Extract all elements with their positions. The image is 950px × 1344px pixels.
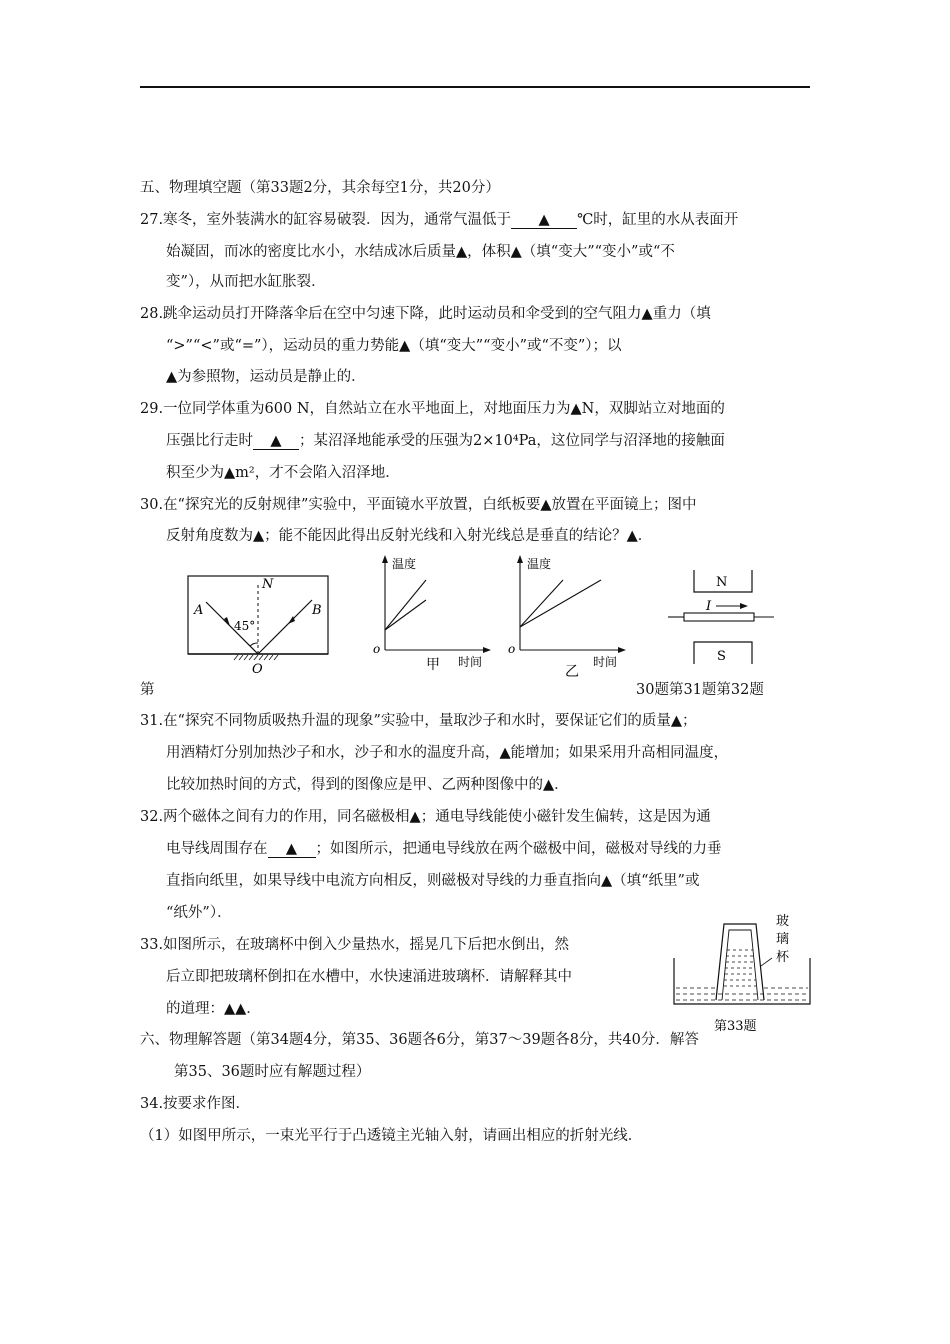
q28-line-3: ▲为参照物，运动员是静止的．	[166, 369, 366, 385]
q32-line-1: 32.两个磁体之间有力的作用，同名磁极相▲；通电导线能使小磁针发生偏转，这是因为通	[140, 809, 711, 825]
q34-part-1: （1）如图甲所示，一束光平行于凸透镜主光轴入射，请画出相应的折射光线．	[140, 1128, 643, 1144]
fig31-yi-x-arrow	[618, 647, 626, 653]
fig31-yi-y-arrow	[517, 555, 523, 563]
fig31-jia-xlabel: 时间	[458, 655, 483, 669]
section-five-title: 五、物理填空题（第33题2分，其余每空1分，共20分）	[140, 180, 500, 196]
fig-captions-30-31-32: 30题第31题第32题	[636, 682, 764, 698]
q32-line-3: 直指向纸里，如果导线中电流方向相反，则磁极对导线的力垂直指向▲（填“纸里”或	[166, 873, 700, 889]
q33-line-1: 33.如图所示，在玻璃杯中倒入少量热水，摇晃几下后把水倒出，然	[140, 937, 570, 953]
fig31-graph-jia	[368, 552, 498, 680]
fig33-label-char-1: 玻	[776, 914, 790, 929]
section-six-note: 第35、36题时应有解题过程）	[174, 1064, 371, 1080]
q28-line-1: 28.跳伞运动员打开降落伞后在空中匀速下降，此时运动员和伞受到的空气阻力▲重力（填	[140, 306, 711, 322]
fig30-label-b: B	[312, 603, 322, 618]
q30-line-2: 反射角度数为▲；能不能因此得出反射光线和入射光线总是垂直的结论？▲．	[166, 528, 653, 544]
q34-title: 34.按要求作图．	[140, 1096, 251, 1112]
q32-line-4: “纸外”）．	[166, 905, 232, 921]
fig31-jia-caption: 甲	[426, 657, 440, 673]
fig31-jia-y-arrow	[382, 555, 388, 563]
q33-line-2: 后立即把玻璃杯倒扣在水槽中，水快速涌进玻璃杯．请解释其中	[166, 969, 572, 985]
fig31-yi-xlabel: 时间	[593, 655, 618, 669]
fig33-label-char-3: 杯	[776, 950, 790, 965]
fig33-tank-water	[676, 988, 808, 1000]
fig30-reflected-arrow	[288, 616, 295, 624]
fig30-angle-label: 45°	[234, 619, 256, 633]
fig32-magnet-diagram	[664, 566, 784, 670]
fig32-wire-segment	[684, 613, 754, 621]
q27-line-3: 变”），从而把水缸胀裂．	[166, 274, 326, 290]
fig31-yi-caption: 乙	[565, 664, 579, 680]
fig31-yi-line-shallow	[520, 580, 601, 627]
fig30-angle-arc	[250, 643, 258, 646]
q29-line-3: 积至少为▲m²，才不会陷入沼泽地．	[166, 465, 400, 481]
q31-line-1: 31.在“探究不同物质吸热升温的现象”实验中，量取沙子和水时，要保证它们的质量▲；	[140, 713, 697, 729]
fig31-yi-origin: o	[508, 642, 516, 656]
fig32-north-label: N	[716, 575, 728, 590]
fig32-current-label: I	[706, 599, 712, 614]
fig33-label-char-2: 璃	[776, 932, 790, 947]
fig30-mirror-hatching	[234, 655, 278, 660]
fig30-caption-prefix: 第	[140, 682, 155, 698]
fig32-south-label: S	[717, 649, 726, 664]
fig33-label-leader	[761, 958, 772, 966]
section-six-title: 六、物理解答题（第34题4分，第35、36题各6分，第37～39题各8分，共40分．解答	[140, 1032, 699, 1048]
fig33-glass-water	[724, 950, 756, 986]
q28-line-2: “>”“<”或“=”），运动员的重力势能▲（填“变大”“变小”或“不变”）；以	[166, 338, 622, 354]
header-rule	[140, 86, 810, 88]
q33-line-3: 的道理：▲▲．	[166, 1001, 261, 1017]
q29-line-1: 29.一位同学体重为600 N，自然站立在水平地面上，对地面压力为▲N，双脚站立对地面的	[140, 401, 725, 417]
q30-line-1: 30.在“探究光的反射规律”实验中，平面镜水平放置，白纸板要▲放置在平面镜上；图中	[140, 497, 697, 513]
q27-blank-1[interactable]: ▲	[511, 212, 577, 229]
q29-line-2: 压强比行走时 ▲ ；某沼泽地能承受的压强为2×10⁴Pa，这位同学与沼泽地的接触面	[166, 433, 725, 449]
fig30-label-o: O	[252, 662, 263, 677]
fig31-jia-x-arrow	[483, 647, 491, 653]
fig30-label-a: A	[194, 603, 204, 618]
q31-line-3: 比较加热时间的方式，得到的图像应是甲、乙两种图像中的▲．	[166, 777, 569, 793]
q29-blank[interactable]: ▲	[253, 433, 299, 450]
fig30-reflection-diagram	[178, 570, 338, 678]
fig33-water-tank	[674, 958, 810, 1004]
fig30-reflected-ray	[258, 600, 312, 654]
fig30-label-n: N	[262, 577, 274, 592]
fig31-graph-yi	[503, 552, 633, 680]
fig31-jia-ylabel: 温度	[392, 557, 417, 571]
q27-line-1: 27.寒冬，室外装满水的缸容易破裂．因为，通常气温低于 ▲ ℃时，缸里的水从表面开	[140, 212, 739, 228]
fig31-jia-origin: o	[373, 642, 381, 656]
fig31-yi-line-steep	[520, 580, 563, 627]
fig33-glass-inner	[722, 930, 758, 1000]
fig32-current-arrow-head	[740, 603, 748, 609]
q32-blank[interactable]: ▲	[268, 841, 316, 858]
q31-line-2: 用酒精灯分别加热沙子和水，沙子和水的温度升高，▲能增加；如果采用升高相同温度，	[166, 745, 729, 761]
fig33-caption: 第33题	[714, 1019, 757, 1034]
q27-line-2: 始凝固，而冰的密度比水小，水结成冰后质量▲，体积▲（填“变大”“变小”或“不	[166, 244, 675, 260]
fig31-yi-ylabel: 温度	[527, 557, 552, 571]
fig33-glass-diagram	[668, 908, 816, 1036]
q32-line-2: 电导线周围存在 ▲ ；如图所示，把通电导线放在两个磁极中间，磁极对导线的力垂	[166, 841, 722, 857]
